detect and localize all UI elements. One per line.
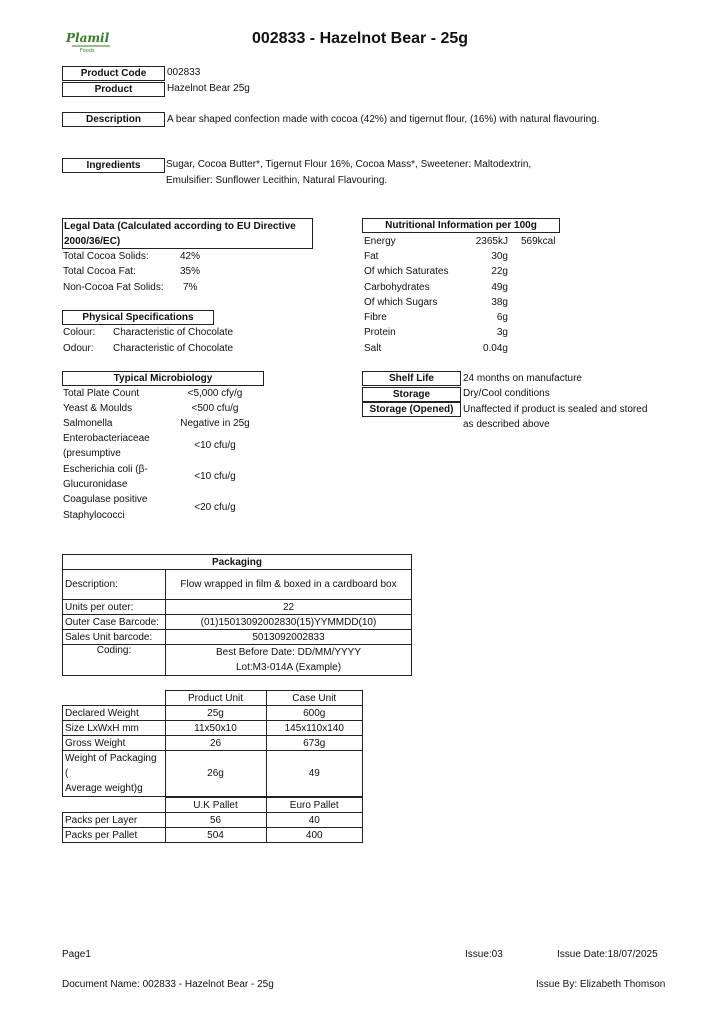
weights-cell: 11x50x10	[165, 721, 266, 736]
nutrition-label: Carbohydrates	[364, 282, 430, 293]
legal-row-label: Non-Cocoa Fat Solids:	[63, 282, 164, 293]
pallet-col-header: Euro Pallet	[266, 798, 363, 813]
weights-col-header: Product Unit	[165, 691, 266, 706]
footer-issue-date: Issue Date:18/07/2025	[557, 949, 658, 960]
nutrition-extra: 569kcal	[521, 236, 556, 247]
physical-row-label: Colour:	[63, 327, 96, 338]
product-code-value: 002833	[167, 67, 201, 78]
legal-row-label: Total Cocoa Solids:	[63, 251, 149, 262]
pallet-cell: 40	[266, 813, 363, 828]
storage-opened-label: Storage (Opened)	[362, 402, 461, 417]
weights-row-label: Gross Weight	[63, 736, 166, 751]
weights-table	[62, 690, 363, 797]
packaging-desc-value: Flow wrapped in film & boxed in a cardboard box	[166, 570, 412, 600]
shelf-life-label: Shelf Life	[362, 371, 461, 386]
logo-sub: Foods	[80, 48, 95, 54]
footer-page: Page1	[62, 949, 91, 960]
weights-row-label: Declared Weight	[63, 706, 166, 721]
micro-tall-label-1: Escherichia coli (β-	[63, 464, 148, 475]
storage-opened-line-1: Unaffected if product is sealed and stored	[463, 404, 648, 415]
micro-row-label: Yeast & Moulds	[63, 403, 133, 414]
nutrition-label: Fat	[364, 251, 379, 262]
storage-opened-line-2: as described above	[463, 419, 550, 430]
nutrition-value: 0.04g	[482, 343, 508, 354]
pallet-row-label: Packs per Layer	[63, 813, 166, 828]
legal-row-label: Total Cocoa Fat:	[63, 266, 136, 277]
micro-row-value: <5,000 cfy/g	[187, 388, 243, 399]
legal-heading-box	[62, 218, 313, 249]
footer-issued-by: Issue By: Elizabeth Thomson	[536, 979, 666, 990]
nutrition-label: Protein	[364, 327, 396, 338]
outer-barcode-label: Outer Case Barcode:	[63, 615, 166, 630]
storage-label: Storage	[362, 387, 461, 402]
weights-cell: 26	[165, 736, 266, 751]
coding-line-2: Lot:M3-014A (Example)	[235, 662, 342, 673]
micro-tall-label-1: Coagulase positive	[63, 494, 148, 505]
micro-tall-label-2: (presumptive	[63, 448, 121, 459]
pallet-cell: 400	[266, 828, 363, 843]
micro-row-value: <500 cfu/g	[191, 403, 239, 414]
weights-col-header: Case Unit	[266, 691, 363, 706]
description-value: A bear shaped confection made with cocoa (42%) and tigernut flour, (16%) with natural flavouring.	[167, 114, 600, 125]
nutrition-value: 22g	[491, 266, 508, 277]
logo-text: Plamil	[66, 31, 110, 45]
packaging-weight-line-1: Weight of Packaging (	[65, 753, 157, 779]
nutrition-label: Of which Sugars	[364, 297, 438, 308]
storage-value: Dry/Cool conditions	[463, 388, 550, 399]
pallet-corner	[63, 798, 166, 813]
description-label: Description	[62, 112, 165, 127]
nutrition-label: Salt	[364, 343, 382, 354]
micro-row-value: Negative in 25g	[180, 418, 250, 429]
micro-tall-value: <10 cfu/g	[194, 471, 236, 482]
nutrition-value: 3g	[496, 327, 508, 338]
nutrition-label: Energy	[364, 236, 396, 247]
nutrition-value: 49g	[491, 282, 508, 293]
legal-heading-line-2: 2000/36/EC)	[64, 236, 121, 247]
footer-issue: Issue:03	[465, 949, 503, 960]
ingredients-line-2: Emulsifier: Sunflower Lecithin, Natural Flavouring.	[166, 175, 388, 186]
shelf-life-value: 24 months on manufacture	[463, 373, 582, 384]
product-code-label: Product Code	[62, 66, 165, 81]
packaging-table	[62, 554, 412, 676]
physical-row-value: Characteristic of Chocolate	[113, 327, 234, 338]
coding-line-1: Best Before Date: DD/MM/YYYY	[215, 647, 362, 658]
weights-cell: 600g	[266, 706, 363, 721]
pallet-cell: 56	[165, 813, 266, 828]
packaging-desc-label: Description:	[63, 570, 166, 600]
weights-cell: 25g	[165, 706, 266, 721]
nutrition-value: 2365kJ	[475, 236, 508, 247]
physical-heading: Physical Specifications	[62, 310, 214, 325]
pallet-cell: 504	[165, 828, 266, 843]
legal-heading-line-1: Legal Data (Calculated according to EU Directive	[64, 221, 296, 232]
sales-barcode-label: Sales Unit barcode:	[63, 630, 166, 645]
packaging-weight-label	[63, 751, 166, 797]
weights-cell: 49	[266, 751, 363, 797]
micro-tall-value: <20 cfu/g	[194, 502, 236, 513]
units-value: 22	[166, 600, 412, 615]
micro-heading: Typical Microbiology	[62, 371, 264, 386]
legal-row-value: 35%	[180, 266, 201, 277]
weights-cell: 26g	[165, 751, 266, 797]
physical-row-label: Odour:	[63, 343, 94, 354]
pallet-row-label: Packs per Pallet	[63, 828, 166, 843]
micro-tall-label-2: Glucuronidase	[63, 479, 128, 490]
product-name-value: Hazelnot Bear 25g	[167, 83, 250, 94]
coding-label: Coding:	[63, 645, 166, 676]
micro-tall-label-2: Staphylococci	[63, 510, 125, 521]
physical-row-value: Characteristic of Chocolate	[113, 343, 234, 354]
micro-tall-label-1: Enterobacteriaceae	[63, 433, 150, 444]
sales-barcode-value: 5013092002833	[166, 630, 412, 645]
weights-row-label: Size LxWxH mm	[63, 721, 166, 736]
weights-corner	[63, 691, 166, 706]
packaging-heading: Packaging	[63, 555, 412, 570]
packaging-weight-line-2: Average weight)g	[65, 783, 143, 794]
nutrition-label: Of which Saturates	[364, 266, 449, 277]
micro-tall-value: <10 cfu/g	[194, 440, 236, 451]
micro-row-label: Salmonella	[63, 418, 113, 429]
ingredients-line-1: Sugar, Cocoa Butter*, Tigernut Flour 16%, Cocoa Mass*, Sweetener: Maltodextrin,	[166, 159, 532, 170]
nutrition-value: 38g	[491, 297, 508, 308]
legal-row-value: 7%	[183, 282, 198, 293]
pallet-col-header: U.K Pallet	[165, 798, 266, 813]
pallet-table	[62, 797, 363, 843]
ingredients-label: Ingredients	[62, 158, 165, 173]
nutrition-value: 30g	[491, 251, 508, 262]
units-label: Units per outer:	[63, 600, 166, 615]
weights-cell: 145x110x140	[266, 721, 363, 736]
nutrition-label: Fibre	[364, 312, 387, 323]
weights-cell: 673g	[266, 736, 363, 751]
legal-row-value: 42%	[180, 251, 201, 262]
page-title: 002833 - Hazelnot Bear - 25g	[251, 30, 469, 47]
nutrition-value: 6g	[496, 312, 508, 323]
outer-barcode-value: (01)15013092002830(15)YYMMDD(10)	[166, 615, 412, 630]
coding-value	[166, 645, 412, 676]
micro-row-label: Total Plate Count	[63, 388, 140, 399]
footer-document-name: Document Name: 002833 - Hazelnot Bear - 25g	[62, 979, 274, 990]
product-name-label: Product	[62, 82, 165, 97]
nutrition-heading: Nutritional Information per 100g	[362, 218, 560, 233]
